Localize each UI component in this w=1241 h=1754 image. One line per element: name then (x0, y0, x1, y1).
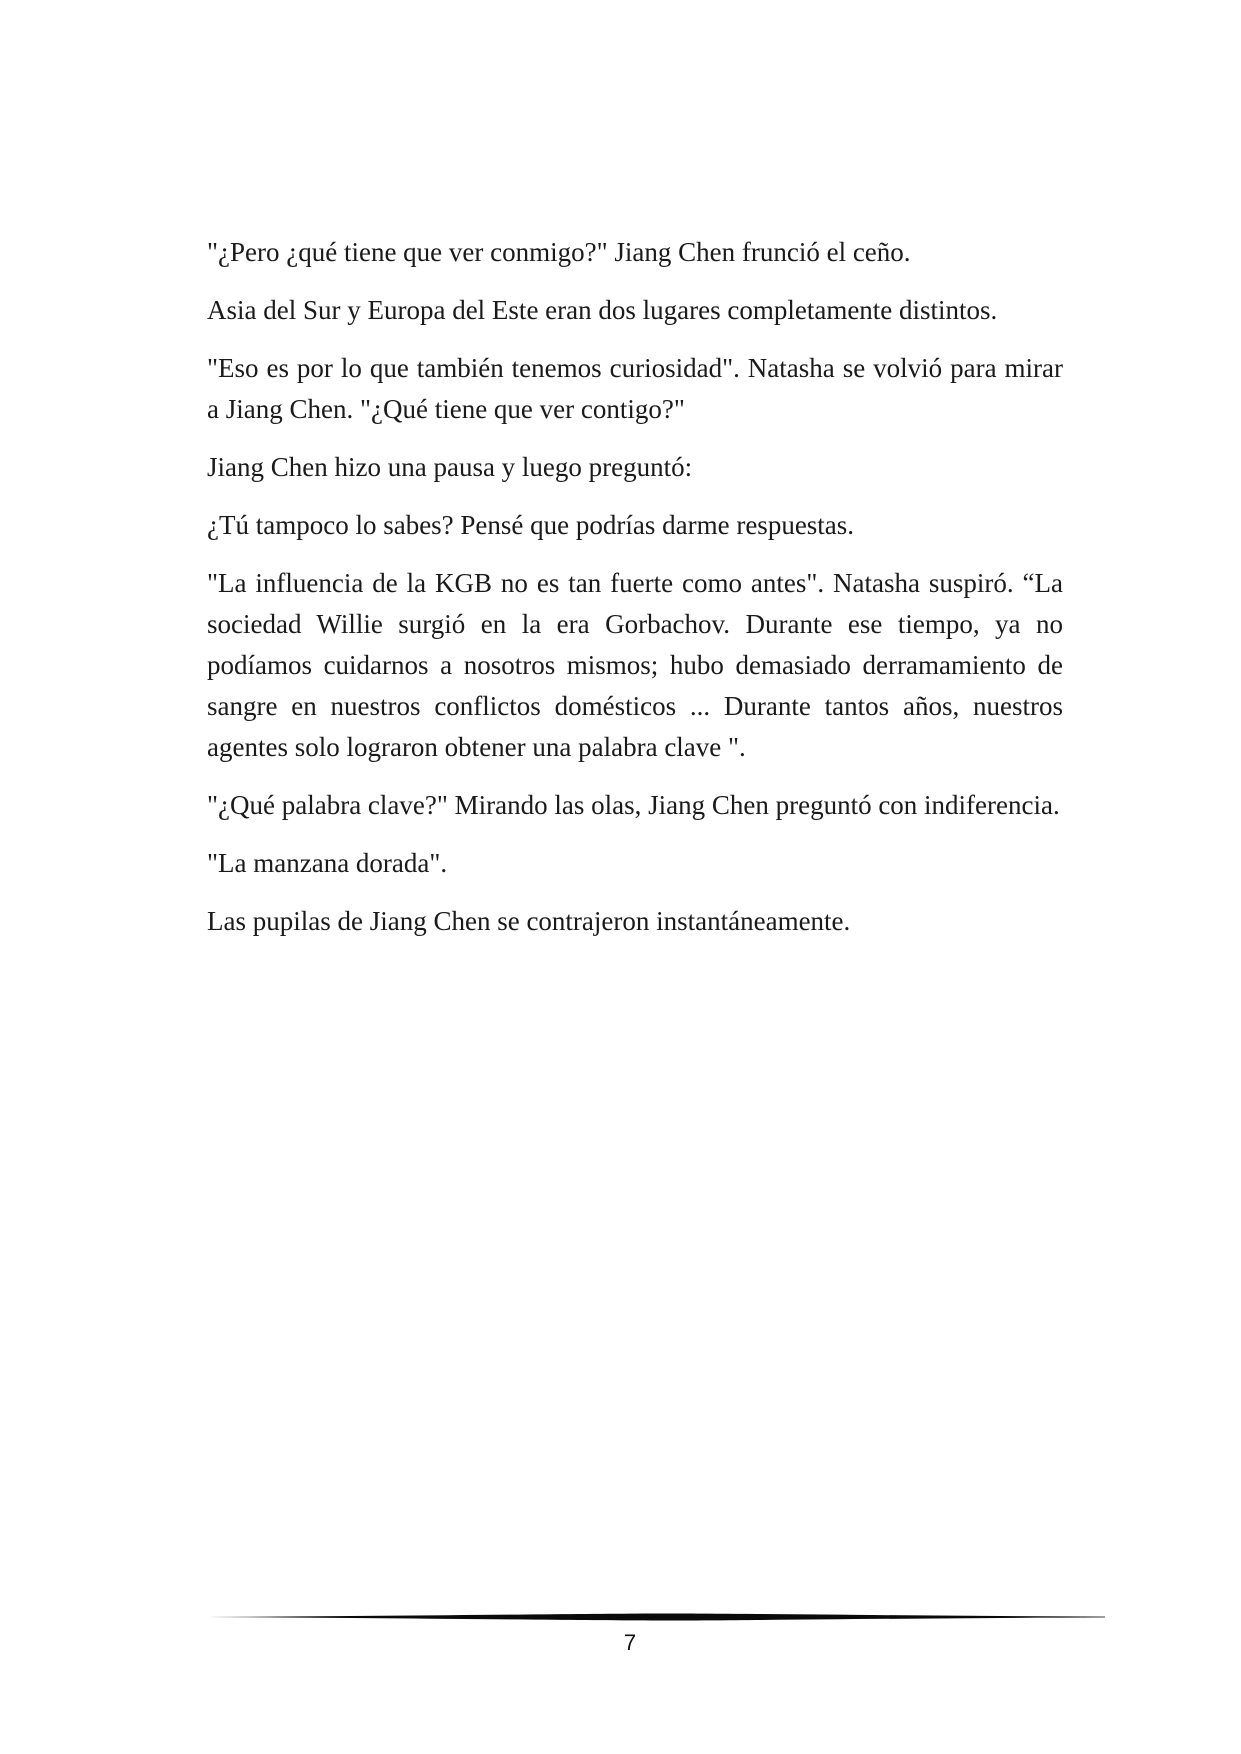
paragraph: "Eso es por lo que también tenemos curiosidad". Natasha se volvió para mirar a Jiang Chen. "¿Qué tiene que ver contigo?" (207, 353, 1063, 424)
paragraph: ¿Tú tampoco lo sabes? Pensé que podrías darme respuestas. (207, 510, 855, 540)
footer-rule (207, 1610, 1105, 1624)
paragraph: "La manzana dorada". (207, 848, 448, 878)
paragraph: Asia del Sur y Europa del Este eran dos lugares completamente distintos. (207, 295, 998, 325)
paragraph: "¿Qué palabra clave?" Mirando las olas, Jiang Chen preguntó con indiferencia. (207, 790, 1060, 820)
paragraph: Las pupilas de Jiang Chen se contrajeron instantáneamente. (207, 906, 851, 936)
paragraph: "La influencia de la KGB no es tan fuerte como antes". Natasha suspiró. “La sociedad Willie surgió en la era Gorbachov. Durante ese tiempo, ya no podíamos cuidarnos a nosotros mismos; hubo demasiado derramamiento de sangre en nuestros conflictos domésticos ... Durante tantos años, nuestros agentes solo lograron obtener una palabra clave ". (207, 568, 1063, 762)
paragraph: Jiang Chen hizo una pausa y luego preguntó: (207, 452, 693, 482)
paragraph: "¿Pero ¿qué tiene que ver conmigo?" Jiang Chen frunció el ceño. (207, 237, 911, 267)
page-body (207, 232, 1063, 942)
page-number: 7 (623, 1630, 637, 1655)
